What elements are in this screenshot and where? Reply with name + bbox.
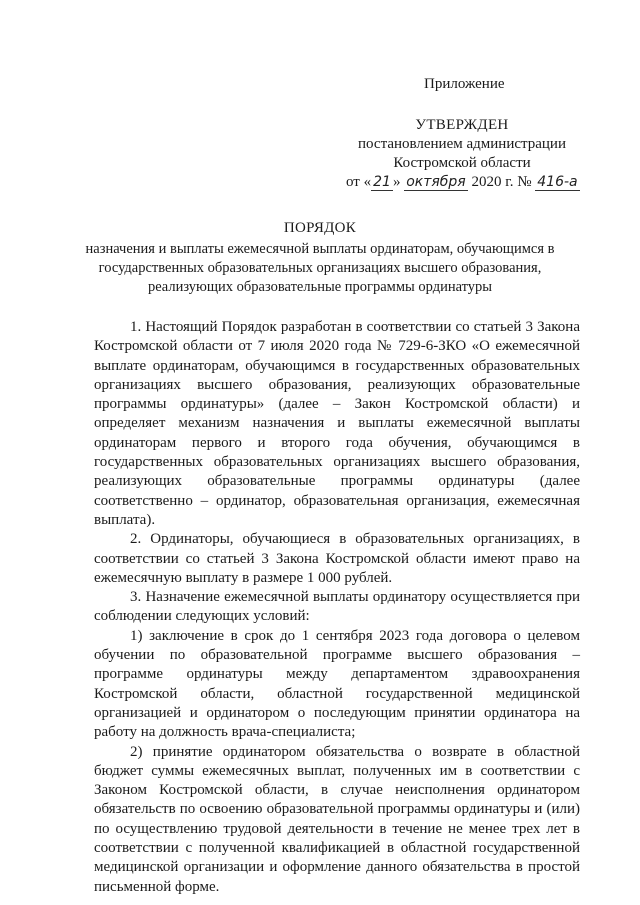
document-subtitle: назначения и выплаты ежемесячной выплаты ординаторам, обучающимся в государственных образовательных организациях высшего образования, реализующих образовательные программы ординатуры [85,241,555,295]
document-body [94,318,580,897]
paragraph-3: 3. Назначение ежемесячной выплаты ординатору осуществляется при соблюдении следующих условий: [94,589,580,625]
approved-by-line-2: Костромской области [393,155,531,171]
paragraph-3-item-2: 2) принятие ординатором обязательства о возврате в областной бюджет суммы ежемесячных выплат, полученных им в соответствии с Законом Костромской области, в случае неисполнения ординатором обязательств по освоению образовательной программы ординатуры и (или) по осуществлению трудовой деятельности в течение не менее трех лет в соответствии с полученной квалификацией в областной государственной медицинской организации и оформление данного обязательства в простой письменной форме. [94,743,580,895]
date-mid: » [392,174,401,190]
paragraph-1: 1. Настоящий Порядок разработан в соответствии со статьей 3 Закона Костромской области от 7 июля 2020 года № 729-6-ЗКО «О ежемесячной выплате ординаторам, обучающимся в государственных образовательных организациях высшего образования, реализующих образовательные программы ординатуры» (далее – Закон Костромской области) и определяет механизм назначения и выплаты ежемесячной выплаты ординаторам первого и второго года обучения, обучающимся в государственных образовательных организациях высшего образования, реализующих образовательные программы ординатуры (далее соответственно – ординатор, образовательная организация, ежемесячная выплата). [94,319,580,528]
date-year: 2020 г. № [471,174,532,190]
document-title: ПОРЯДОК [283,220,357,236]
document-number-handwritten: 416-а [537,174,578,190]
appendix-label: Приложение [424,76,505,92]
approved-heading: УТВЕРЖДЕН [415,117,509,133]
date-prefix: от « [346,174,372,190]
approved-by-line-1: постановлением администрации [358,136,566,152]
approval-date-line [346,173,578,192]
paragraph-3-item-1: 1) заключение в срок до 1 сентября 2023 года договора о целевом обучении по образовательной программе высшего образования – программе ординатуры между департаментом здравоохранения Костромской области, областной государственной медицинской организацией и ординатором о последующим принятии ординатора на работу на должность врача-специалиста; [94,627,580,741]
paragraph-2: 2. Ординаторы, обучающиеся в образовательных организациях, в соответствии со статьей 3 Закона Костромской области имеют право на ежемесячную выплату в размере 1 000 рублей. [94,531,580,586]
approval-block [346,116,578,192]
date-month-handwritten: октября [406,174,466,190]
date-day-handwritten: 21 [373,174,391,190]
